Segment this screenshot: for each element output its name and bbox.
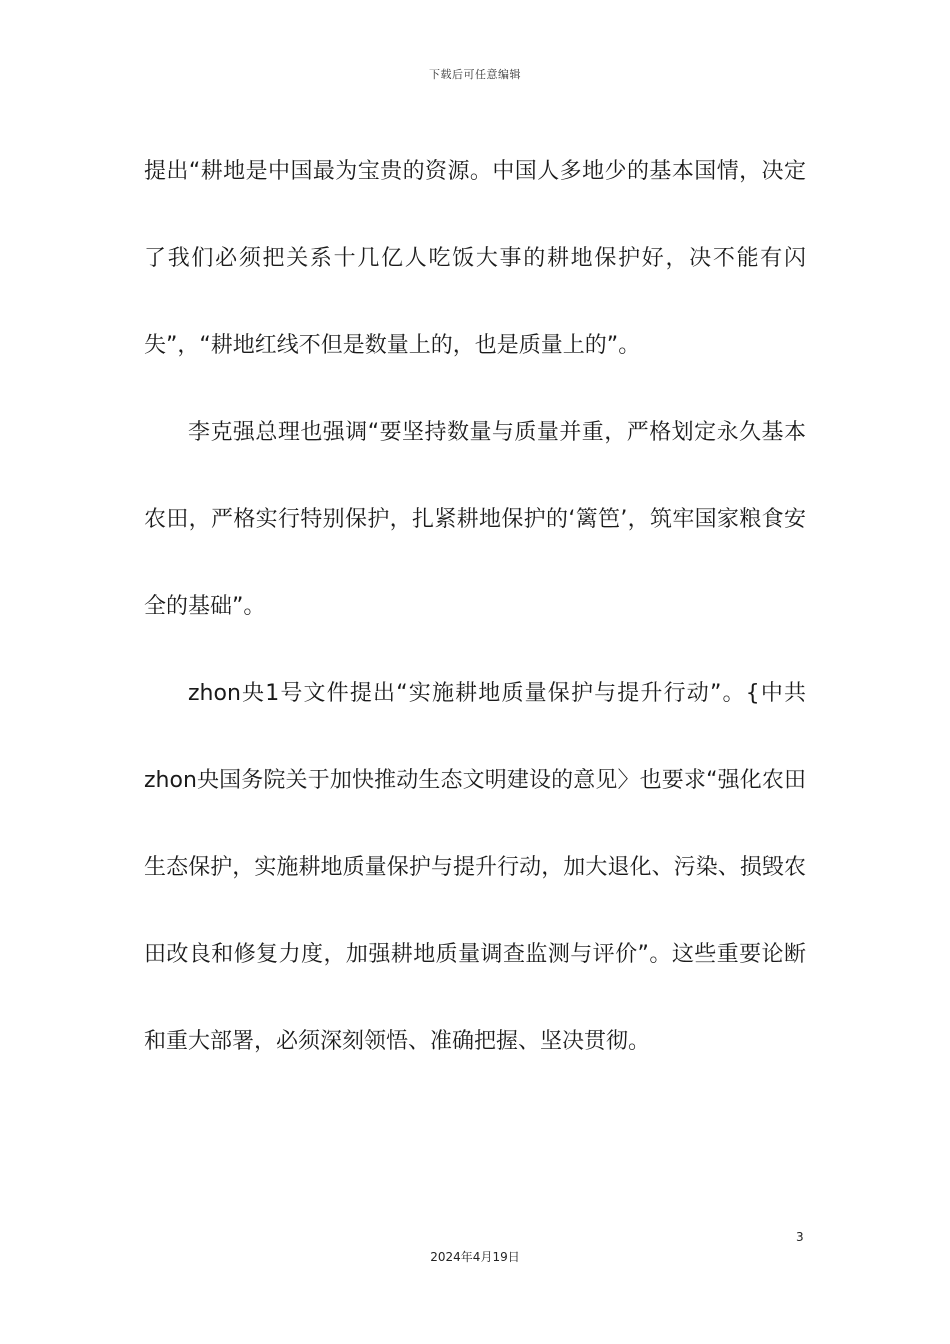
footer-date: 2024年4月19日: [430, 1250, 520, 1264]
paragraph-3: zhon央1号文件提出“实施耕地质量保护与提升行动”。{中共zhon央国务院关于加快推动生态文明建设的意见〉也要求“强化农田生态保护，实施耕地质量保护与提升行动，加大退化、污染、损毁农田改良和修复力度，加强耕地质量调查监测与评价”。这些重要论断和重大部署，必须深刻领悟、准确把握、坚决贯彻。: [144, 681, 806, 1054]
page-number: 3: [796, 1230, 804, 1244]
document-body: [144, 128, 806, 1085]
header-note: 下载后可任意编辑: [429, 68, 521, 81]
paragraph-1: 提出“耕地是中国最为宝贵的资源。中国人多地少的基本国情，决定了我们必须把关系十几亿人吃饭大事的耕地保护好，决不能有闪失”，“耕地红线不但是数量上的，也是质量上的”。: [144, 159, 806, 358]
paragraph-2: 李克强总理也强调“要坚持数量与质量并重，严格划定永久基本农田，严格实行特别保护，扎紧耕地保护的‘篱笆’，筑牢国家粮食安全的基础”。: [144, 420, 806, 619]
